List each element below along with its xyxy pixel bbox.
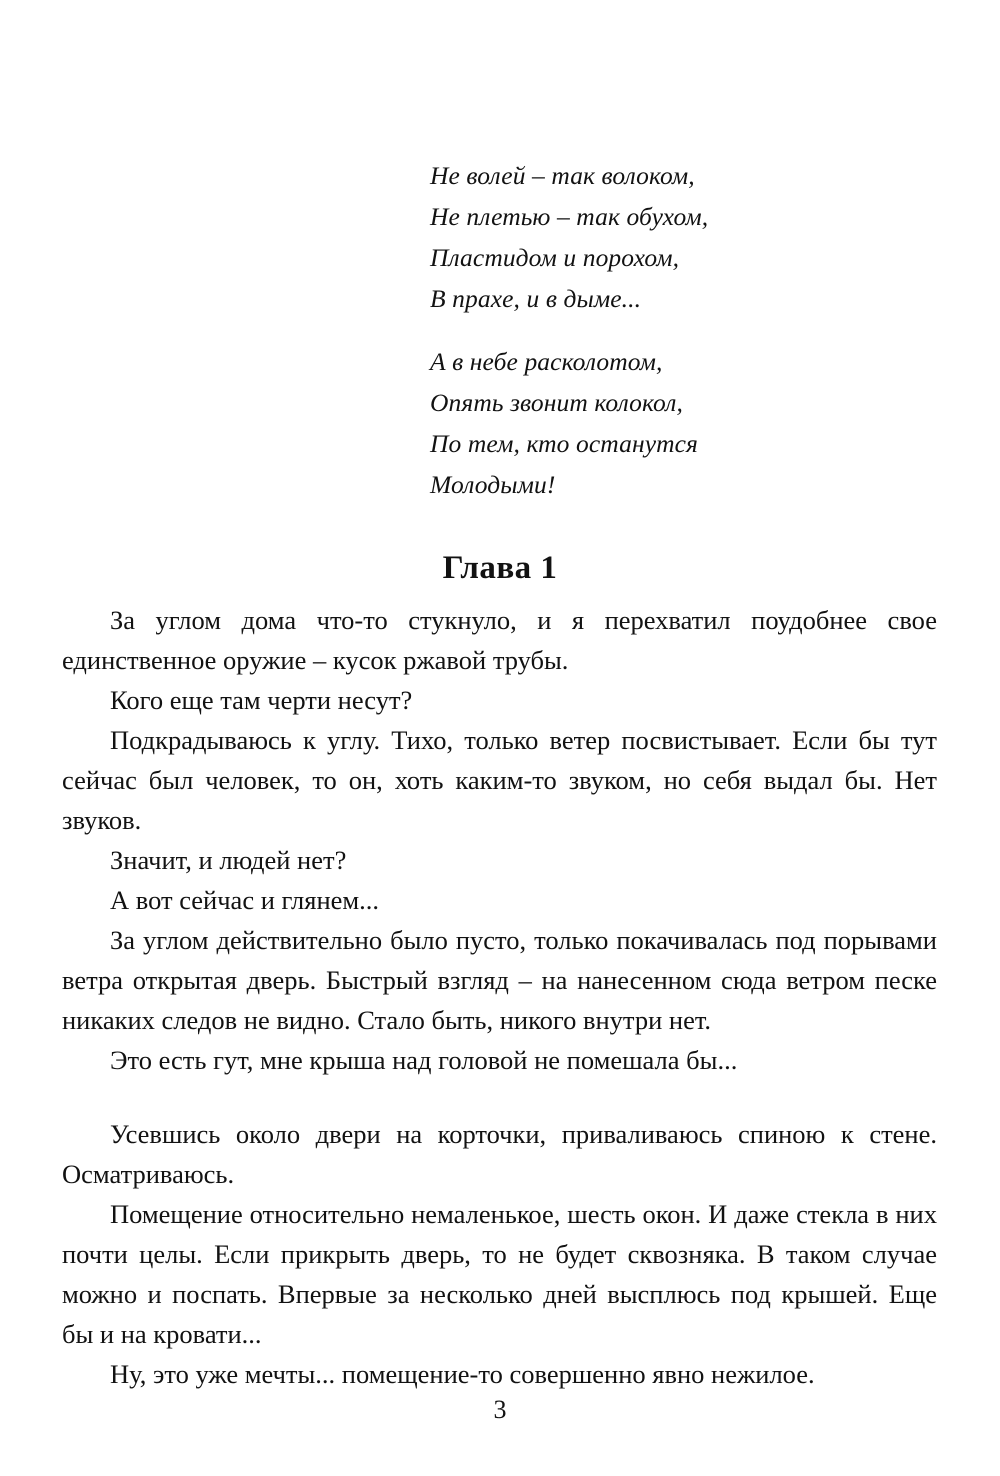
paragraph: За углом дома что-то стукнуло, и я перехватил поудобнее свое единственное оружие – кусок ржавой трубы.	[62, 605, 937, 675]
paragraph: Ну, это уже мечты... помещение-то совершенно явно нежилое.	[110, 1359, 815, 1389]
chapter-title: Глава 1	[442, 550, 558, 587]
epigraph-line: Не плетью – так обухом,	[430, 202, 709, 231]
epigraph-line: По тем, кто останутся	[430, 429, 698, 458]
paragraph: Кого еще там черти несут?	[110, 685, 413, 715]
epigraph-stanza	[430, 341, 910, 505]
epigraph-line: В прахе, и в дыме...	[430, 284, 642, 313]
epigraph	[430, 155, 910, 505]
page-number: 3	[493, 1395, 507, 1424]
paragraph: За углом действительно было пусто, только покачивалась под порывами ветра открытая дверь. Быстрый взгляд – на нанесенном сюда ветром песке никаких следов не видно. Стало быть, никого внутри нет.	[62, 925, 937, 1035]
epigraph-stanza	[430, 155, 910, 319]
paragraph: Помещение относительно немаленькое, шесть окон. И даже стекла в них почти целы. Если прикрыть дверь, то не будет сквозняка. В таком случае можно и поспать. Впервые за несколько дней высплюсь под крышей. Еще бы и на кровати...	[62, 1199, 937, 1349]
paragraph: Подкрадываюсь к углу. Тихо, только ветер посвистывает. Если бы тут сейчас был человек, то он, хоть каким-то звуком, но себя выдал бы. Нет звуков.	[62, 725, 937, 835]
epigraph-line: Не волей – так волоком,	[430, 161, 695, 190]
epigraph-line: Молодыми!	[430, 470, 556, 499]
paragraph: Значит, и людей нет?	[110, 845, 347, 875]
paragraph: Это есть гут, мне крыша над головой не помешала бы...	[110, 1045, 738, 1075]
epigraph-line: Пластидом и порохом,	[430, 243, 680, 272]
epigraph-line: Опять звонит колокол,	[430, 388, 683, 417]
body-text	[62, 600, 937, 1394]
epigraph-line: А в небе расколотом,	[430, 347, 663, 376]
paragraph: А вот сейчас и глянем...	[110, 885, 380, 915]
paragraph: Усевшись около двери на корточки, приваливаюсь спиною к стене. Осматриваюсь.	[62, 1119, 937, 1189]
